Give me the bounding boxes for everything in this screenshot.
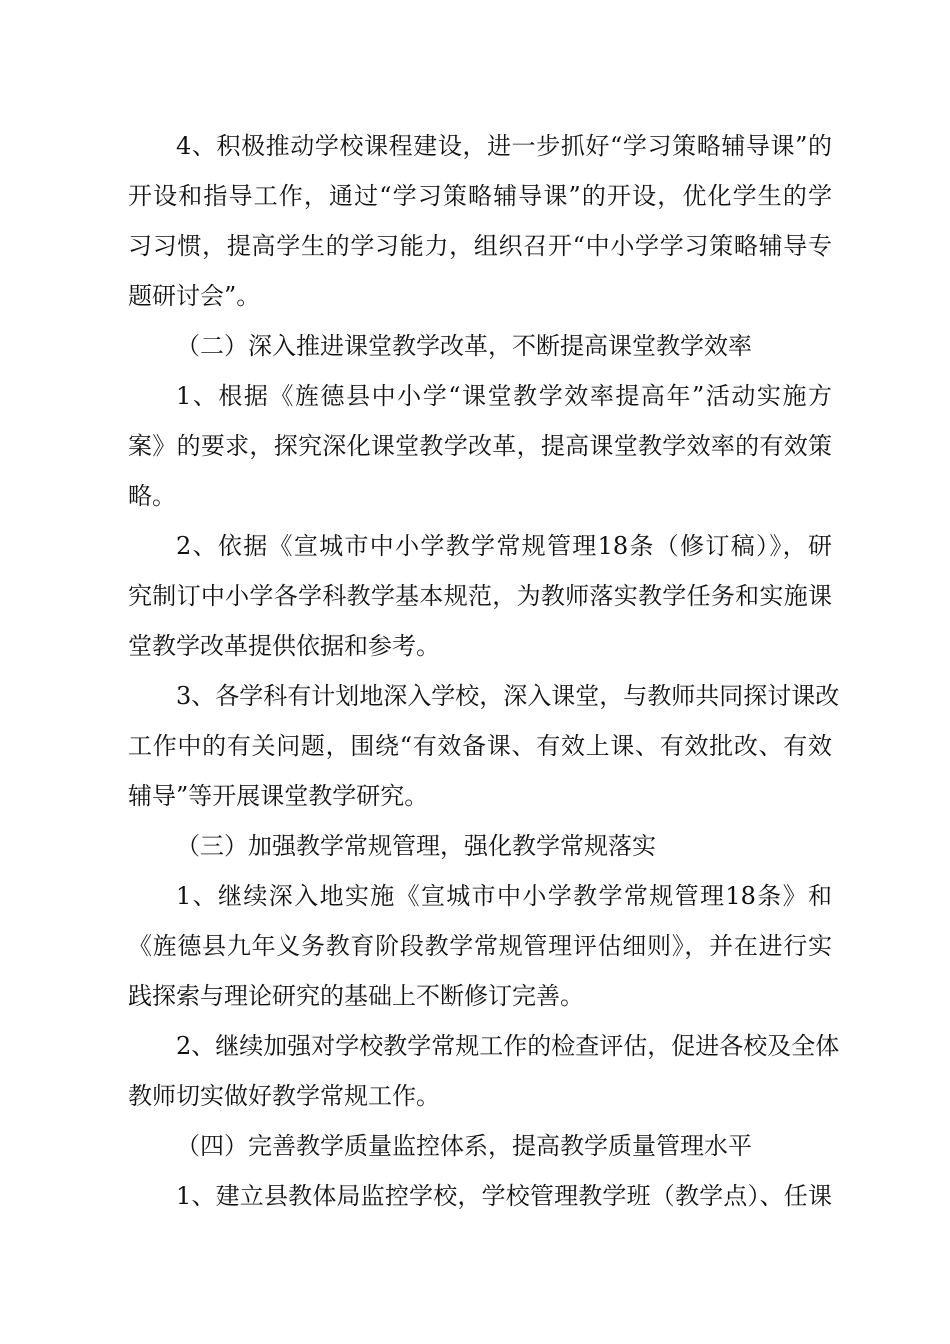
paragraph-line: 习习惯，提高学生的学习能力，组织召开“中小学学习策略辅导专: [128, 232, 832, 260]
section-heading: （四）完善教学质量监控体系，提高教学质量管理水平: [176, 1132, 752, 1160]
paragraph-line: 2、依据《宣城市中小学教学常规管理18条（修订稿）》，研: [176, 532, 832, 560]
paragraph-line: 开设和指导工作，通过“学习策略辅导课”的开设，优化学生的学: [128, 182, 832, 210]
section-heading: （三）加强教学常规管理，强化教学常规落实: [176, 832, 656, 860]
paragraph-line: 题研讨会”。: [128, 282, 261, 310]
paragraph-line: 辅导”等开展课堂教学研究。: [128, 782, 429, 810]
paragraph-line: 案》的要求，探究深化课堂教学改革，提高课堂教学效率的有效策: [128, 432, 832, 460]
paragraph-line: 4、积极推动学校课程建设，进一步抓好“学习策略辅导课”的: [176, 132, 832, 160]
paragraph-line: 1、建立县教体局监控学校，学校管理教学班（教学点）、任课: [176, 1182, 832, 1210]
paragraph-line: 2、继续加强对学校教学常规工作的检查评估，促进各校及全体: [176, 1032, 840, 1060]
paragraph-line: 践探索与理论研究的基础上不断修订完善。: [128, 982, 584, 1010]
paragraph-line: 工作中的有关问题，围绕“有效备课、有效上课、有效批改、有效: [128, 732, 832, 760]
paragraph-line: 略。: [128, 482, 176, 510]
paragraph-line: 教师切实做好教学常规工作。: [128, 1082, 440, 1110]
paragraph-line: 1、根据《旌德县中小学“课堂教学效率提高年”活动实施方: [176, 382, 832, 410]
paragraph-line: 堂教学改革提供依据和参考。: [128, 632, 440, 660]
paragraph-line: 《旌德县九年义务教育阶段教学常规管理评估细则》，并在进行实: [128, 932, 832, 960]
section-heading: （二）深入推进课堂教学改革，不断提高课堂教学效率: [176, 332, 752, 360]
paragraph-line: 3、各学科有计划地深入学校，深入课堂，与教师共同探讨课改: [176, 682, 840, 710]
paragraph-line: 1、继续深入地实施《宣城市中小学教学常规管理18条》和: [176, 882, 832, 910]
paragraph-line: 究制订中小学各学科教学基本规范，为教师落实教学任务和实施课: [128, 582, 832, 610]
